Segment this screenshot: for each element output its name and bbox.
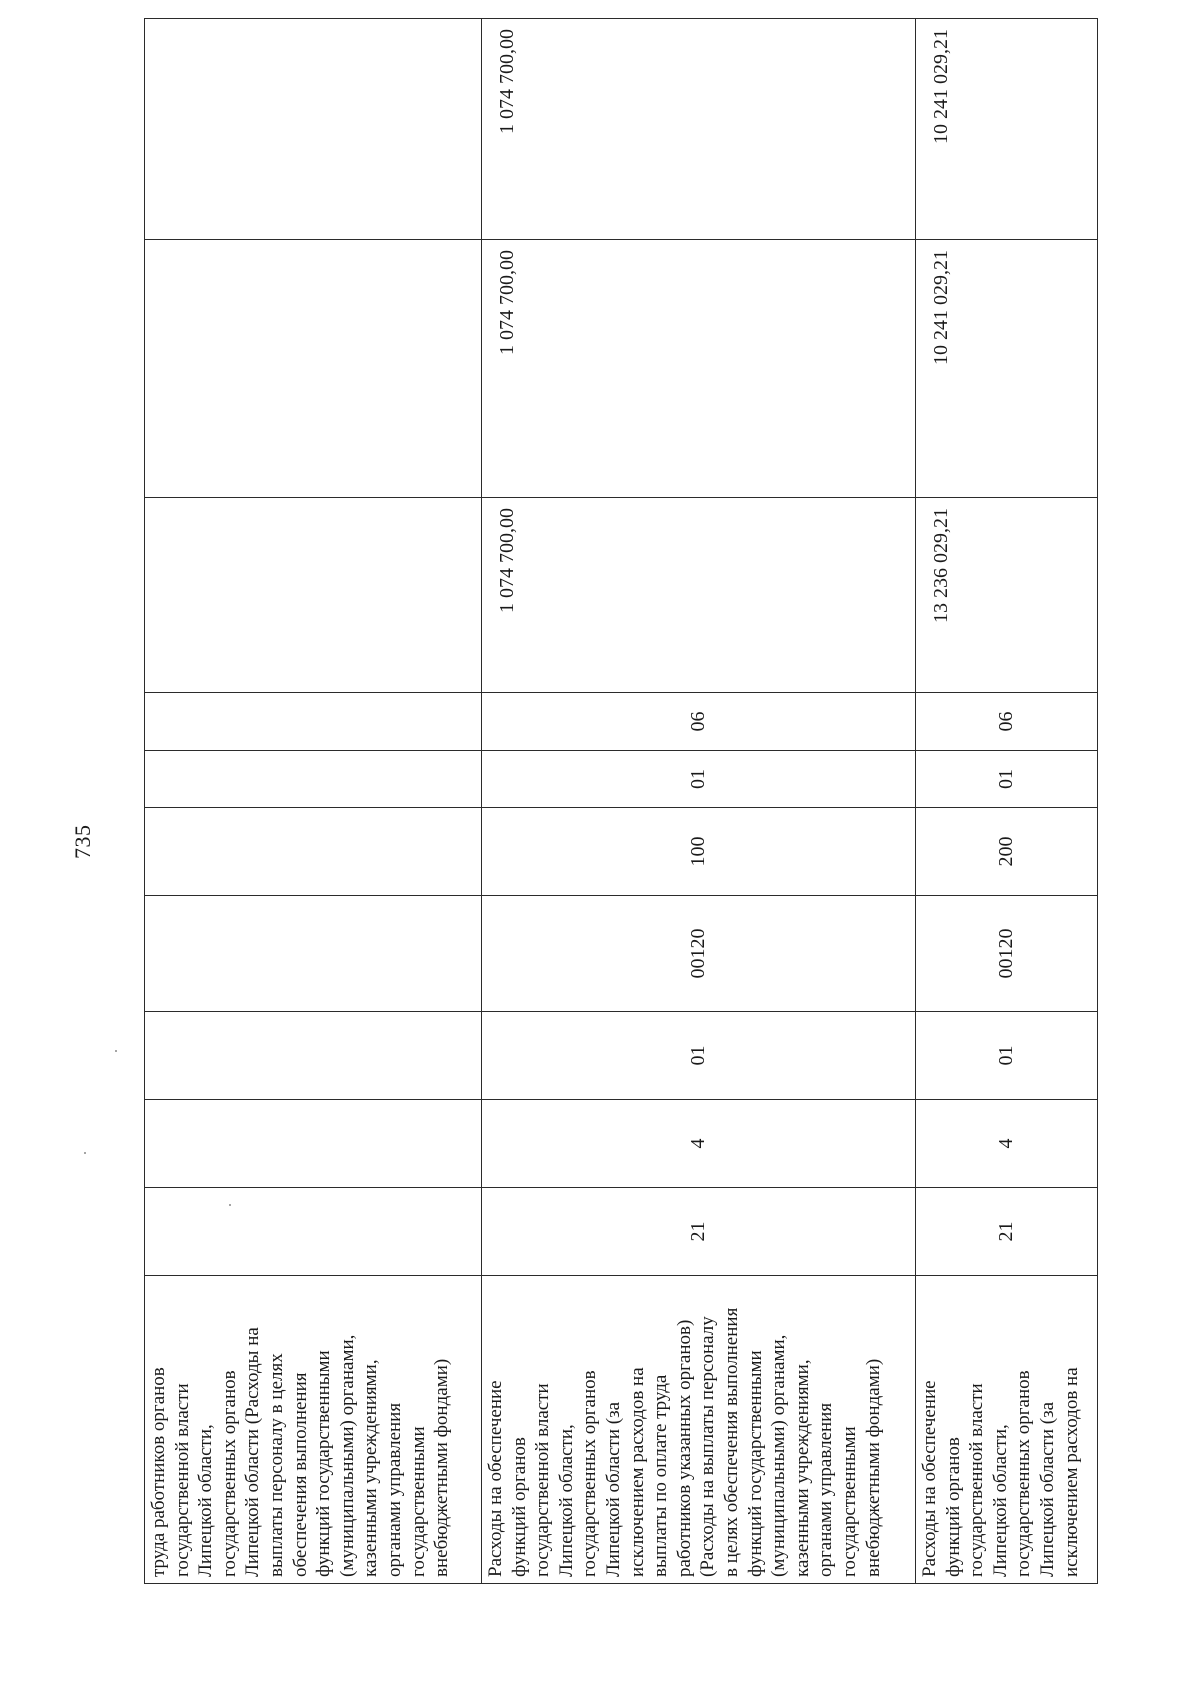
scan-speck (115, 1050, 117, 1052)
code-cell (145, 693, 482, 751)
amount-cell: 10 241 029,21 (916, 240, 1098, 498)
page-number: 735 (70, 824, 95, 859)
code-cell: 21 (482, 1188, 916, 1276)
scan-speck (84, 1152, 86, 1154)
code-cell (145, 751, 482, 808)
amount-cell (145, 498, 482, 693)
amount-cell: 1 074 700,00 (482, 19, 916, 240)
amount-cell: 1 074 700,00 (482, 498, 916, 693)
code-cell: 01 (916, 1012, 1098, 1100)
code-cell: 200 (916, 808, 1098, 896)
code-cell: 4 (482, 1100, 916, 1188)
code-cell (145, 1188, 482, 1276)
table-row (482, 19, 916, 1584)
code-cell (145, 808, 482, 896)
code-cell (145, 1100, 482, 1188)
code-cell: 4 (916, 1100, 1098, 1188)
row-name-cell: Расходы на обеспечение функций органов государственной власти Липецкой области, государственных органов Липецкой области (за исключением расходов на (916, 1276, 1098, 1584)
amount-cell: 1 074 700,00 (482, 240, 916, 498)
row-name-cell: труда работников органов государственной власти Липецкой области, государственных органов Липецкой области (Расходы на выплаты персоналу в целях обеспечения выполнения функций государственными (муниципальными) органами, казенными учреждениями, органами управления государственными внебюджетными фондами) (145, 1276, 482, 1584)
code-cell: 01 (482, 1012, 916, 1100)
code-cell (145, 896, 482, 1012)
code-cell: 21 (916, 1188, 1098, 1276)
code-cell: 00120 (916, 896, 1098, 1012)
scan-speck (229, 1204, 231, 1206)
code-cell: 00120 (482, 896, 916, 1012)
table-row (145, 19, 482, 1584)
budget-table (144, 18, 1098, 1584)
amount-cell: 13 236 029,21 (916, 498, 1098, 693)
amount-cell: 10 241 029,21 (916, 19, 1098, 240)
table-row (916, 19, 1098, 1584)
code-cell (145, 1012, 482, 1100)
code-cell: 100 (482, 808, 916, 896)
code-cell: 01 (482, 751, 916, 808)
amount-cell (145, 240, 482, 498)
code-cell: 01 (916, 751, 1098, 808)
row-name-cell: Расходы на обеспечение функций органов государственной власти Липецкой области, государственных органов Липецкой области (за исключением расходов на выплаты по оплате труда работников указанных органов) (Расходы на выплаты персоналу в целях обеспечения выполнения функций государственными (муниципальными) органами, казенными учреждениями, органами управления государственными внебюджетными фондами) (482, 1276, 916, 1584)
code-cell: 06 (916, 693, 1098, 751)
code-cell: 06 (482, 693, 916, 751)
amount-cell (145, 19, 482, 240)
